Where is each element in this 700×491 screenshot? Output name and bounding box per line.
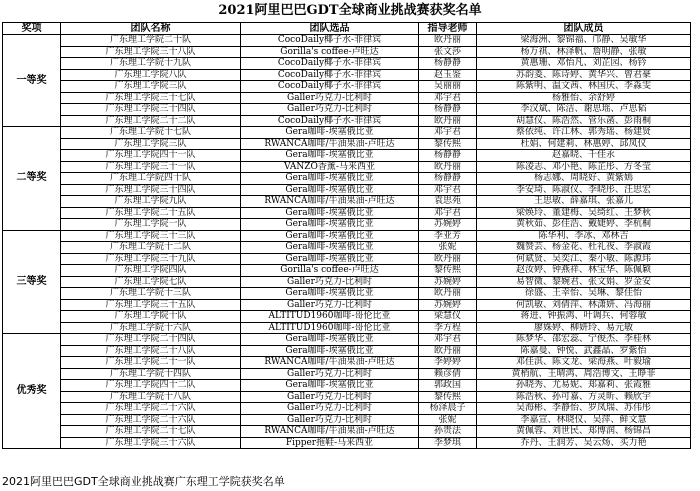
advisor-cell: 欧丹丽 xyxy=(419,115,477,127)
table-row xyxy=(3,334,691,346)
header-team-name: 团队名称 xyxy=(61,23,241,35)
product-cell: CocoDaily椰子水-菲律宾 xyxy=(241,58,419,70)
table-row xyxy=(3,104,691,116)
product-cell: Gera咖啡-埃塞俄比亚 xyxy=(241,380,419,392)
members-cell: 孙晓秀、尤易妮、郑嘉莉、张霞雅 xyxy=(477,380,691,392)
advisor-cell: 邓宇君 xyxy=(419,207,477,219)
team-name-cell: 广东理工学院四十队 xyxy=(61,173,241,185)
product-cell: Galler巧克力-比利时 xyxy=(241,276,419,288)
award-tier-cell: 二等奖 xyxy=(3,127,61,231)
members-cell: 黄秋茹、彭佳浩、戴婕婷、李杭桐 xyxy=(477,219,691,231)
members-cell: 李汉斌、陈洁、谢思瑶、卢思韬 xyxy=(477,104,691,116)
members-cell: 何斌贤、吴奕江、秦小敏、陈源玮 xyxy=(477,253,691,265)
product-cell: Gorilla's coffee-卢旺达 xyxy=(241,265,419,277)
product-cell: Gera咖啡-埃塞俄比亚 xyxy=(241,288,419,300)
table-row xyxy=(3,58,691,70)
members-cell: 何凯敏、刘倩萍、林潇妍、冯海丽 xyxy=(477,299,691,311)
advisor-cell: 邓宇君 xyxy=(419,184,477,196)
product-cell: Gera咖啡-埃塞俄比亚 xyxy=(241,207,419,219)
table-row xyxy=(3,437,691,449)
product-cell: Gera咖啡-埃塞俄比亚 xyxy=(241,242,419,254)
advisor-cell: 张妮 xyxy=(419,414,477,426)
product-cell: Galler巧克力-比利时 xyxy=(241,414,419,426)
advisor-cell: 李婷婷 xyxy=(419,357,477,369)
team-name-cell: 广东理工学院三十一队 xyxy=(61,161,241,173)
table-row xyxy=(3,69,691,81)
product-cell: VANZO香薰-马来西亚 xyxy=(241,161,419,173)
table-row xyxy=(3,403,691,415)
table-row xyxy=(3,219,691,231)
advisor-cell: 杨泽晨子 xyxy=(419,403,477,415)
advisor-cell: 苏婉婷 xyxy=(419,299,477,311)
product-cell: ALTITUD1960咖啡-哥伦比亚 xyxy=(241,322,419,334)
table-row xyxy=(3,184,691,196)
advisor-cell: 杨静静 xyxy=(419,150,477,162)
table-row xyxy=(3,207,691,219)
members-cell: 赵汝婷、钟燕祥、林宝华、陈佩颖 xyxy=(477,265,691,277)
product-cell: CocoDaily椰子水-菲律宾 xyxy=(241,35,419,47)
table-row xyxy=(3,173,691,185)
table-row xyxy=(3,322,691,334)
team-name-cell: 广东理工学院三十九队 xyxy=(61,253,241,265)
members-cell: 黄惠珊、邓怡凡、刘芷园、杨钤 xyxy=(477,58,691,70)
product-cell: Gera咖啡-埃塞俄比亚 xyxy=(241,127,419,139)
table-row xyxy=(3,35,691,47)
product-cell: Gera咖啡-埃塞俄比亚 xyxy=(241,184,419,196)
team-name-cell: 广东理工学院十三队 xyxy=(61,288,241,300)
team-name-cell: 广东理工学院十七队 xyxy=(61,127,241,139)
advisor-cell: 袁思苑 xyxy=(419,196,477,208)
team-name-cell: 广东理工学院八队 xyxy=(61,69,241,81)
advisor-cell: 赖彦倩 xyxy=(419,368,477,380)
award-tier-cell: 一等奖 xyxy=(3,35,61,127)
advisor-cell: 黎传熙 xyxy=(419,265,477,277)
team-name-cell: 广东理工学院三十三队 xyxy=(61,230,241,242)
table-row xyxy=(3,414,691,426)
advisor-cell: 郭政国 xyxy=(419,380,477,392)
product-cell: RWANCA咖啡/牛油果油-卢旺达 xyxy=(241,426,419,438)
product-cell: Fipper拖鞋-马来西亚 xyxy=(241,437,419,449)
team-name-cell: 广东理工学院四十一队 xyxy=(61,150,241,162)
members-cell: 魏赞芸、杨金花、杜礼夜、李淑霞 xyxy=(477,242,691,254)
team-name-cell: 广东理工学院七队 xyxy=(61,276,241,288)
product-cell: Galler巧克力-比利时 xyxy=(241,104,419,116)
header-award: 奖项 xyxy=(3,23,61,35)
members-cell: 陈凌志、邓小艳、陈芷彤、方冬莹 xyxy=(477,161,691,173)
team-name-cell: 广东理工学院三十五队 xyxy=(61,299,241,311)
product-cell: Galler巧克力-比利时 xyxy=(241,403,419,415)
team-name-cell: 广东理工学院十队 xyxy=(61,311,241,323)
advisor-cell: 李梦琪 xyxy=(419,437,477,449)
members-cell: 黄梢航、王晴鸿、周浩博文、王睁菲 xyxy=(477,368,691,380)
header-product: 团队选品 xyxy=(241,23,419,35)
team-name-cell: 广东理工学院十九队 xyxy=(61,58,241,70)
advisor-cell: 欧丹丽 xyxy=(419,345,477,357)
team-name-cell: 广东理工学院二十四队 xyxy=(61,334,241,346)
product-cell: CocoDaily椰子水-菲律宾 xyxy=(241,81,419,93)
advisor-cell: 欧丹丽 xyxy=(419,161,477,173)
advisor-cell: 张妮 xyxy=(419,242,477,254)
team-name-cell: 广东理工学院四队 xyxy=(61,265,241,277)
table-row xyxy=(3,299,691,311)
product-cell: Gera咖啡-埃塞俄比亚 xyxy=(241,334,419,346)
team-name-cell: 广东理工学院三十四队 xyxy=(61,104,241,116)
members-cell: 杨雅怡、余舒婷 xyxy=(477,92,691,104)
table-row xyxy=(3,138,691,150)
advisor-cell: 杨静静 xyxy=(419,173,477,185)
team-name-cell: 广东理工学院三队 xyxy=(61,138,241,150)
team-name-cell: 广东理工学院一队 xyxy=(61,219,241,231)
members-cell: 蒋进、钟振鸿、叶调兵、何蓉敏 xyxy=(477,311,691,323)
members-cell: 廖姝婷、柳妍玲、易元敏 xyxy=(477,322,691,334)
team-name-cell: 广东理工学院二十一队 xyxy=(61,357,241,369)
table-row xyxy=(3,368,691,380)
advisor-cell: 欧丹丽 xyxy=(419,253,477,265)
members-cell: 陈紫明、温文茜、林国庆、李淼雯 xyxy=(477,81,691,93)
team-name-cell: 广东理工学院三十八队 xyxy=(61,46,241,58)
members-cell: 陈嘉曼、钟悦、武鑫晶、罗紫怡 xyxy=(477,345,691,357)
table-row xyxy=(3,161,691,173)
table-row xyxy=(3,115,691,127)
product-cell: Gera咖啡-埃塞俄比亚 xyxy=(241,230,419,242)
members-cell: 梁海洲、黎锦福、邝静、吴敏华 xyxy=(477,35,691,47)
advisor-cell: 李方程 xyxy=(419,322,477,334)
table-row xyxy=(3,345,691,357)
table-header-row xyxy=(3,23,691,35)
product-cell: CocoDaily椰子水-菲律宾 xyxy=(241,115,419,127)
advisor-cell: 邓宇君 xyxy=(419,334,477,346)
table-row xyxy=(3,81,691,93)
members-cell: 杨志娜、周晓好、黄紫嫣 xyxy=(477,173,691,185)
table-row xyxy=(3,288,691,300)
members-cell: 赵嘉晓、千佳永 xyxy=(477,150,691,162)
members-cell: 易智微、黎婉君、张文娟、罗金安 xyxy=(477,276,691,288)
product-cell: RWANCA咖啡/牛油果油-卢旺达 xyxy=(241,138,419,150)
team-name-cell: 广东理工学院九队 xyxy=(61,196,241,208)
award-tier-cell: 优秀奖 xyxy=(3,334,61,449)
table-row xyxy=(3,92,691,104)
members-cell: 李嘉宣、林晓仪、吴萍、鲜文慧 xyxy=(477,414,691,426)
award-table xyxy=(2,22,691,449)
advisor-cell: 黎传熙 xyxy=(419,138,477,150)
table-row xyxy=(3,46,691,58)
advisor-cell: 苏婉婷 xyxy=(419,219,477,231)
advisor-cell: 黎传熙 xyxy=(419,391,477,403)
advisor-cell: 梁慧仪 xyxy=(419,311,477,323)
table-row xyxy=(3,253,691,265)
product-cell: ALTITUD1960咖啡-哥伦比亚 xyxy=(241,311,419,323)
members-cell: 陈梦华、邵宏蕊、宁俊杰、李桂林 xyxy=(477,334,691,346)
table-row xyxy=(3,357,691,369)
advisor-cell: 孙贵法 xyxy=(419,426,477,438)
members-cell: 李安琦、陈淑仪、李晓彤、汪思宏 xyxy=(477,184,691,196)
table-row xyxy=(3,391,691,403)
team-name-cell: 广东理工学院二十五队 xyxy=(61,207,241,219)
advisor-cell: 邓宇君 xyxy=(419,92,477,104)
header-advisor: 指导老师 xyxy=(419,23,477,35)
advisor-cell: 欧丹丽 xyxy=(419,288,477,300)
product-cell: Gorilla's coffee-卢旺达 xyxy=(241,46,419,58)
members-cell: 胡慧仪、陈浩然、管乐菡、彭雨桐 xyxy=(477,115,691,127)
team-name-cell: 广东理工学院二十队 xyxy=(61,35,241,47)
table-row xyxy=(3,426,691,438)
advisor-cell: 张文莎 xyxy=(419,46,477,58)
members-cell: 杨万祺、林泽帆、詹明静、张敏 xyxy=(477,46,691,58)
team-name-cell: 广东理工学院二十八队 xyxy=(61,345,241,357)
team-name-cell: 广东理工学院二十二队 xyxy=(61,115,241,127)
team-name-cell: 广东理工学院二十七队 xyxy=(61,426,241,438)
members-cell: 徐盛、王幸怡、吴琳、黎佳怡 xyxy=(477,288,691,300)
advisor-cell: 欧丹丽 xyxy=(419,35,477,47)
product-cell: CocoDaily椰子水-菲律宾 xyxy=(241,69,419,81)
advisor-cell: 苏婉婷 xyxy=(419,276,477,288)
table-row xyxy=(3,196,691,208)
page-title: 2021阿里巴巴GDT全球商业挑战赛获奖名单 xyxy=(218,3,482,18)
members-cell: 吴海彬、李静怡、罗凤瑞、苏伟彤 xyxy=(477,403,691,415)
product-cell: Galler巧克力-比利时 xyxy=(241,299,419,311)
product-cell: Gera咖啡-埃塞俄比亚 xyxy=(241,150,419,162)
team-name-cell: 广东理工学院三十四队 xyxy=(61,184,241,196)
advisor-cell: 杨静静 xyxy=(419,58,477,70)
product-cell: Gera咖啡-埃塞俄比亚 xyxy=(241,345,419,357)
table-row xyxy=(3,276,691,288)
table-row xyxy=(3,242,691,254)
team-name-cell: 广东理工学院二十六队 xyxy=(61,414,241,426)
product-cell: Gera咖啡-埃塞俄比亚 xyxy=(241,253,419,265)
team-name-cell: 广东理工学院三十六队 xyxy=(61,437,241,449)
product-cell: Galler巧克力-比利时 xyxy=(241,391,419,403)
team-name-cell: 广东理工学院四十二队 xyxy=(61,380,241,392)
team-name-cell: 广东理工学院三十七队 xyxy=(61,92,241,104)
image-caption: 2021阿里巴巴GDT全球商业挑战赛广东理工学院获奖名单 xyxy=(2,475,285,488)
members-cell: 杜娟、何建莉、林惠婷、邱凤仪 xyxy=(477,138,691,150)
table-row xyxy=(3,230,691,242)
table-body xyxy=(3,35,691,449)
team-name-cell: 广东理工学院二十六队 xyxy=(61,403,241,415)
advisor-cell: 杨静静 xyxy=(419,104,477,116)
table-row xyxy=(3,380,691,392)
members-cell: 梁焕玲、董建梅、吴绮红、王梦秋 xyxy=(477,207,691,219)
team-name-cell: 广东理工学院十二队 xyxy=(61,242,241,254)
product-cell: Gera咖啡-埃塞俄比亚 xyxy=(241,219,419,231)
product-cell: Galler巧克力-比利时 xyxy=(241,92,419,104)
members-cell: 陈华利、李冰、邓林吉 xyxy=(477,230,691,242)
award-tier-cell: 三等奖 xyxy=(3,230,61,334)
product-cell: Galler巧克力-比利时 xyxy=(241,368,419,380)
table-row xyxy=(3,150,691,162)
table-row xyxy=(3,265,691,277)
members-cell: 乔丹、王润芳、吴云炀、买力艳 xyxy=(477,437,691,449)
team-name-cell: 广东理工学院三队 xyxy=(61,81,241,93)
advisor-cell: 邓宇君 xyxy=(419,127,477,139)
advisor-cell: 赵玉鉴 xyxy=(419,69,477,81)
team-name-cell: 广东理工学院十四队 xyxy=(61,368,241,380)
team-name-cell: 广东理工学院十六队 xyxy=(61,322,241,334)
table-row xyxy=(3,127,691,139)
header-members: 团队成员 xyxy=(477,23,691,35)
members-cell: 黄佩蓉、刘世民、郑博润、杨锦昌 xyxy=(477,426,691,438)
advisor-cell: 吴丽丽 xyxy=(419,81,477,93)
advisor-cell: 李亚芳 xyxy=(419,230,477,242)
members-cell: 邓佳淇、陈文龙、梁海燕、叶毅瑜 xyxy=(477,357,691,369)
team-name-cell: 广东理工学院十八队 xyxy=(61,391,241,403)
table-row xyxy=(3,311,691,323)
members-cell: 王思敏、薛嘉琪、张嘉儿 xyxy=(477,196,691,208)
product-cell: RWANCA咖啡/牛油果油-卢旺达 xyxy=(241,357,419,369)
product-cell: Gera咖啡-埃塞俄比亚 xyxy=(241,173,419,185)
members-cell: 苏韵菱、陈诗婷、黄华兴、曾君豪 xyxy=(477,69,691,81)
product-cell: RWANCA咖啡/牛油果油-卢旺达 xyxy=(241,196,419,208)
members-cell: 蔡依纯、许江林、郭秀瑶、杨建贤 xyxy=(477,127,691,139)
members-cell: 陈浩秋、孙可嘉、方灵昕、赖欣宇 xyxy=(477,391,691,403)
